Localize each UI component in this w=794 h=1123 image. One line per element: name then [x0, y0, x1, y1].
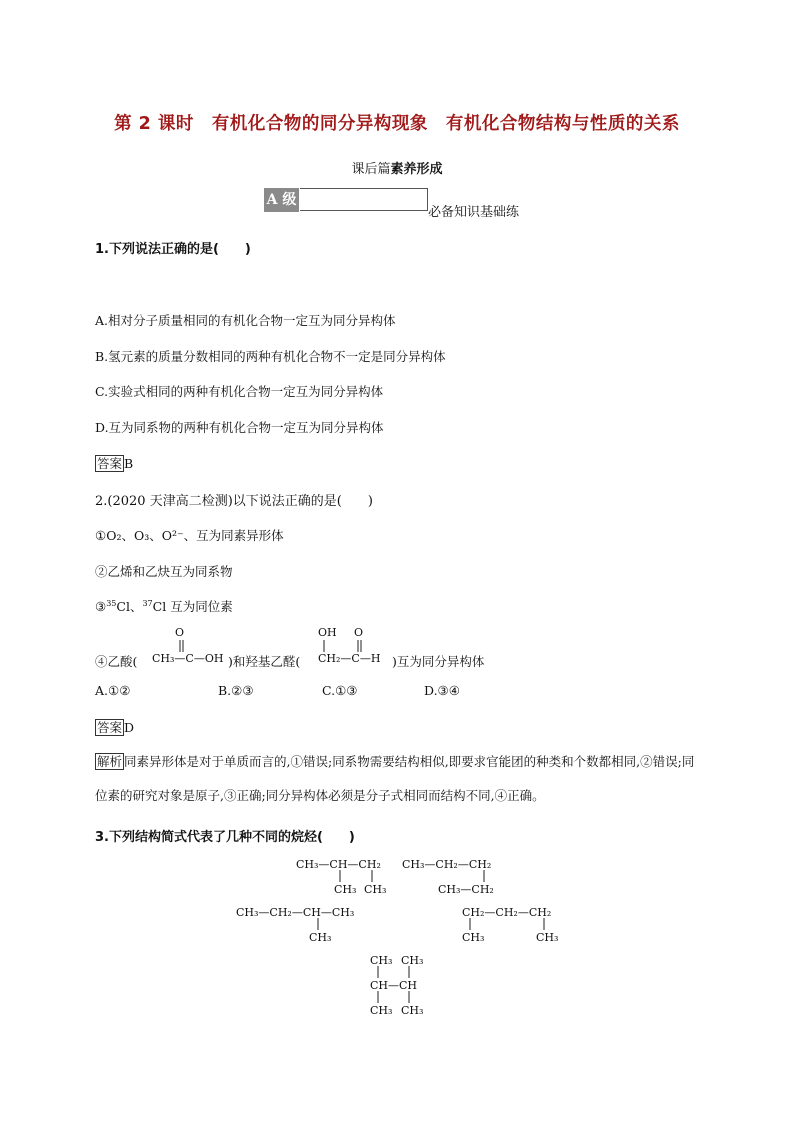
answer-value: B	[124, 456, 134, 471]
structure-1-sub2: CH₃	[364, 883, 387, 896]
structure-1-bonds	[296, 870, 396, 884]
q2-statement-4c: )互为同分异构体	[392, 654, 485, 669]
structure-2-bond	[402, 870, 502, 884]
q2-statement-4a: ④乙酸(	[95, 654, 138, 669]
structure-5-top-bonds	[370, 966, 430, 980]
structure-4-main: CH₂—CH₂—CH₂	[462, 906, 552, 919]
analysis-text: 同素异形体是对于单质而言的,①错误;同系物需要结构相似,即要求官能团的种类和个数都相同,②错误;同位素的研究对象是原子,③正确;同分异构体必须是分子式相同而结构不同,④正确。	[95, 754, 695, 803]
structure-4-sub1: CH₃	[462, 931, 485, 944]
glycolaldehyde-oh: OH	[318, 626, 337, 639]
structure-3-sub: CH₃	[309, 931, 332, 944]
q2-stem: 2.(2020 天津高二检测)以下说法正确的是( )	[95, 494, 373, 509]
q1-option-c: C.实验式相同的两种有机化合物一定互为同分异构体	[95, 384, 384, 399]
answer-tag: 答案	[97, 456, 123, 471]
section-subtitle	[0, 158, 794, 177]
q1-stem: 1.下列说法正确的是( )	[95, 242, 251, 257]
lesson-title: 第 2 课时 有机化合物的同分异构现象 有机化合物结构与性质的关系	[114, 114, 680, 134]
q2-option-d: D.③④	[424, 683, 460, 698]
structure-5-bot2: CH₃	[401, 1004, 424, 1017]
q2-statement-2: ②乙烯和乙炔互为同系物	[95, 564, 233, 579]
acetic-acid-chain: CH₃—C—OH	[152, 652, 224, 665]
structure-3-bond	[236, 918, 376, 932]
structure-3-main: CH₃—CH₂—CH—CH₃	[236, 906, 355, 919]
answer-value: D	[124, 720, 135, 735]
structure-4-sub2: CH₃	[536, 931, 559, 944]
q1-option-a: A.相对分子质量相同的有机化合物一定互为同分异构体	[95, 313, 396, 328]
q2-option-c: C.①③	[322, 683, 358, 698]
level-badge: A 级	[264, 188, 299, 212]
structure-5-bot1: CH₃	[370, 1004, 393, 1017]
level-label: 必备知识基础练	[428, 205, 520, 220]
structure-2-sub: CH₃—CH₂	[438, 883, 494, 896]
q2-option-a: A.①②	[95, 683, 131, 698]
structure-5-top2: CH₃	[401, 954, 424, 967]
structure-4-bonds	[462, 918, 572, 932]
q2-statement-3: ③$^{35}$Cl、$^{37}$Cl 互为同位素	[95, 598, 233, 614]
structure-5-bottom-bonds	[370, 991, 430, 1005]
structure-1-sub1: CH₃	[334, 883, 357, 896]
glycolaldehyde-chain: CH₂—C—H	[318, 652, 381, 665]
q1-option-d: D.互为同系物的两种有机化合物一定互为同分异构体	[95, 420, 384, 435]
subtitle-normal: 课后篇	[351, 162, 391, 177]
q2-option-b: B.②③	[218, 683, 254, 698]
q3-stem: 3.下列结构简式代表了几种不同的烷烃( )	[95, 830, 355, 845]
q2-statement-4b: )和羟基乙醛(	[228, 654, 301, 669]
acetic-acid-o: O	[175, 626, 185, 639]
structure-2-main: CH₃—CH₂—CH₂	[402, 858, 492, 871]
q2-analysis	[95, 745, 705, 813]
structure-5-mid: CH—CH	[370, 979, 418, 992]
glycolaldehyde-o: O	[354, 626, 364, 639]
structure-1-main: CH₃—CH—CH₂	[296, 858, 381, 871]
subtitle-bold: 素养形成	[390, 162, 443, 177]
answer-tag: 答案	[97, 720, 123, 735]
q1-answer	[95, 454, 133, 472]
level-banner-box	[300, 188, 428, 211]
structure-5-top1: CH₃	[370, 954, 393, 967]
q2-answer	[95, 718, 134, 736]
q2-statement-1: ①O₂、O₃、O²⁻、互为同素异形体	[95, 528, 284, 543]
q1-option-b: B.氢元素的质量分数相同的两种有机化合物不一定是同分异构体	[95, 349, 446, 364]
analysis-tag: 解析	[97, 754, 123, 769]
